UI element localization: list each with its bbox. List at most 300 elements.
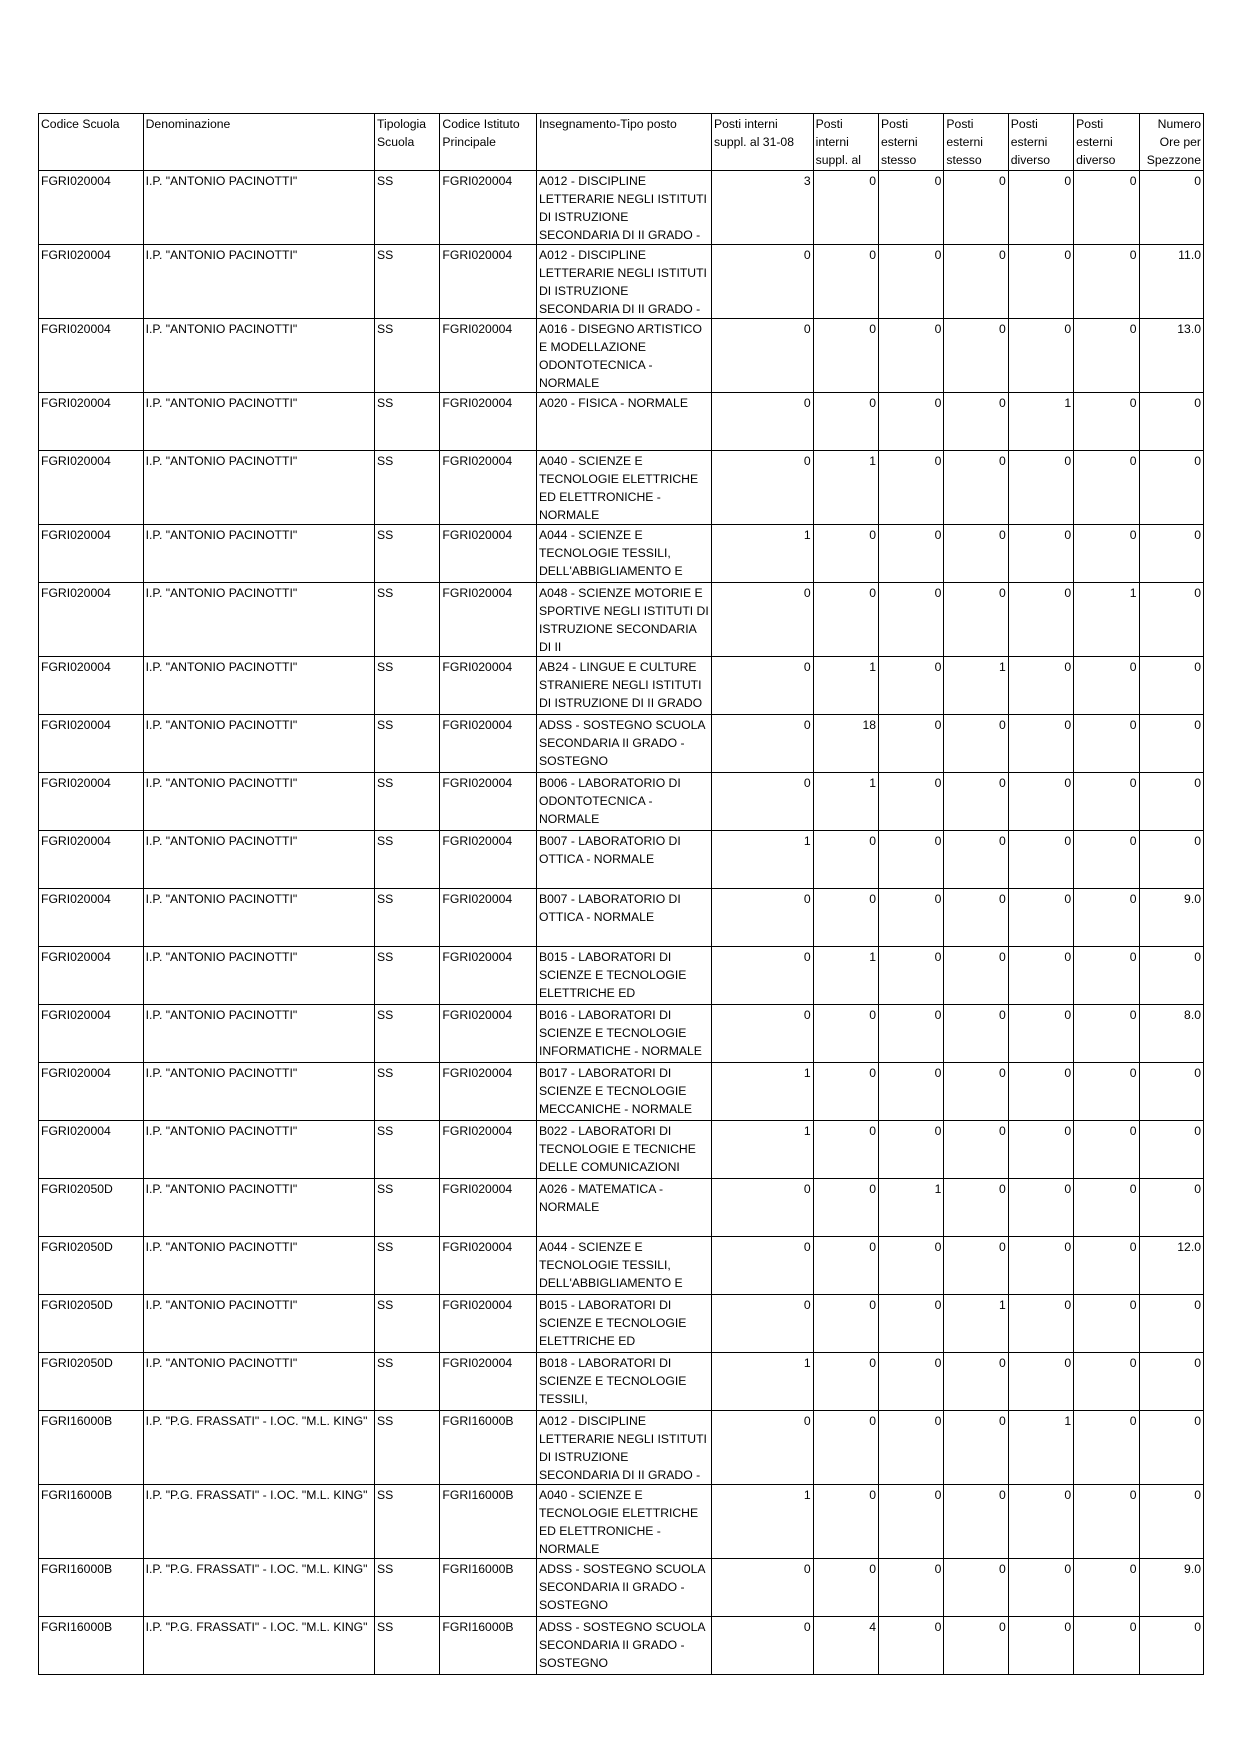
cell-codice-istituto: FGRI020004 (440, 831, 537, 889)
cell-posti-esterni-diverso-2: 0 (1074, 525, 1139, 583)
cell-codice-istituto: FGRI020004 (440, 1179, 537, 1237)
cell-posti-interni-suppl: 18 (813, 715, 878, 773)
cell-tipologia: SS (375, 1295, 440, 1353)
cell-posti-esterni-diverso-2: 1 (1074, 583, 1139, 657)
cell-posti-interni-suppl: 4 (813, 1617, 878, 1675)
cell-numero-ore: 0 (1139, 773, 1203, 831)
cell-posti-esterni-stesso-1: 0 (879, 773, 944, 831)
cell-denominazione: I.P. "ANTONIO PACINOTTI" (143, 1063, 374, 1121)
cell-posti-esterni-diverso-1: 0 (1008, 1121, 1073, 1179)
cell-numero-ore: 0 (1139, 1617, 1203, 1675)
cell-posti-interni-3108: 0 (712, 1005, 814, 1063)
cell-insegnamento: A040 - SCIENZE E TECNOLOGIE ELETTRICHE ED ELETTRONICHE - NORMALE (536, 451, 711, 525)
cell-denominazione: I.P. "ANTONIO PACINOTTI" (143, 773, 374, 831)
cell-denominazione: I.P. "P.G. FRASSATI" - I.OC. "M.L. KING" (143, 1617, 374, 1675)
cell-posti-interni-suppl: 0 (813, 245, 878, 319)
cell-posti-esterni-diverso-2: 0 (1074, 1005, 1139, 1063)
cell-posti-interni-suppl: 0 (813, 171, 878, 245)
cell-numero-ore: 0 (1139, 1353, 1203, 1411)
cell-posti-esterni-stesso-2: 0 (944, 1121, 1008, 1179)
cell-numero-ore: 0 (1139, 657, 1203, 715)
cell-codice-scuola: FGRI16000B (39, 1559, 144, 1617)
cell-posti-esterni-diverso-2: 0 (1074, 1295, 1139, 1353)
cell-posti-esterni-stesso-2: 0 (944, 1237, 1008, 1295)
cell-codice-istituto: FGRI16000B (440, 1411, 537, 1485)
cell-insegnamento: A012 - DISCIPLINE LETTERARIE NEGLI ISTITUTI DI ISTRUZIONE SECONDARIA DI II GRADO - (536, 171, 711, 245)
cell-insegnamento: A012 - DISCIPLINE LETTERARIE NEGLI ISTITUTI DI ISTRUZIONE SECONDARIA DI II GRADO - (536, 245, 711, 319)
cell-insegnamento: A048 - SCIENZE MOTORIE E SPORTIVE NEGLI ISTITUTI DI ISTRUZIONE SECONDARIA DI II (536, 583, 711, 657)
cell-codice-scuola: FGRI020004 (39, 947, 144, 1005)
cell-denominazione: I.P. "P.G. FRASSATI" - I.OC. "M.L. KING" (143, 1559, 374, 1617)
cell-posti-esterni-stesso-2: 0 (944, 583, 1008, 657)
cell-posti-esterni-stesso-2: 0 (944, 1353, 1008, 1411)
cell-insegnamento: A040 - SCIENZE E TECNOLOGIE ELETTRICHE ED ELETTRONICHE - NORMALE (536, 1485, 711, 1559)
cell-tipologia: SS (375, 525, 440, 583)
cell-codice-istituto: FGRI020004 (440, 171, 537, 245)
cell-denominazione: I.P. "ANTONIO PACINOTTI" (143, 393, 374, 451)
cell-posti-interni-suppl: 0 (813, 1353, 878, 1411)
cell-codice-scuola: FGRI020004 (39, 1121, 144, 1179)
table-row (39, 393, 1204, 451)
cell-posti-interni-3108: 0 (712, 657, 814, 715)
cell-denominazione: I.P. "ANTONIO PACINOTTI" (143, 947, 374, 1005)
cell-posti-esterni-diverso-1: 0 (1008, 245, 1073, 319)
cell-posti-interni-3108: 0 (712, 451, 814, 525)
cell-posti-interni-3108: 0 (712, 1617, 814, 1675)
positions-table (38, 113, 1204, 1675)
cell-posti-interni-3108: 0 (712, 715, 814, 773)
cell-tipologia: SS (375, 1353, 440, 1411)
cell-numero-ore: 9.0 (1139, 1559, 1203, 1617)
cell-posti-esterni-stesso-1: 0 (879, 831, 944, 889)
cell-posti-esterni-stesso-2: 0 (944, 1411, 1008, 1485)
cell-numero-ore: 0 (1139, 1295, 1203, 1353)
cell-numero-ore: 0 (1139, 1179, 1203, 1237)
cell-posti-esterni-stesso-2: 0 (944, 1559, 1008, 1617)
header-codice-scuola: Codice Scuola (39, 114, 144, 171)
cell-posti-interni-suppl: 1 (813, 657, 878, 715)
cell-posti-esterni-stesso-2: 0 (944, 1485, 1008, 1559)
cell-tipologia: SS (375, 889, 440, 947)
cell-posti-interni-3108: 0 (712, 947, 814, 1005)
cell-posti-esterni-diverso-2: 0 (1074, 773, 1139, 831)
cell-codice-scuola: FGRI020004 (39, 171, 144, 245)
table-row (39, 831, 1204, 889)
cell-codice-istituto: FGRI020004 (440, 715, 537, 773)
header-posti-esterni-diverso-2: Posti esterni diverso (1074, 114, 1139, 171)
cell-posti-esterni-stesso-2: 1 (944, 657, 1008, 715)
cell-tipologia: SS (375, 583, 440, 657)
cell-tipologia: SS (375, 451, 440, 525)
cell-posti-esterni-diverso-2: 0 (1074, 1411, 1139, 1485)
cell-codice-scuola: FGRI020004 (39, 583, 144, 657)
cell-insegnamento: A026 - MATEMATICA - NORMALE (536, 1179, 711, 1237)
cell-insegnamento: A044 - SCIENZE E TECNOLOGIE TESSILI, DELL'ABBIGLIAMENTO E (536, 1237, 711, 1295)
cell-posti-esterni-diverso-2: 0 (1074, 1617, 1139, 1675)
table-row (39, 947, 1204, 1005)
cell-codice-istituto: FGRI020004 (440, 1121, 537, 1179)
cell-posti-interni-suppl: 0 (813, 831, 878, 889)
cell-numero-ore: 0 (1139, 393, 1203, 451)
cell-denominazione: I.P. "P.G. FRASSATI" - I.OC. "M.L. KING" (143, 1485, 374, 1559)
cell-codice-istituto: FGRI020004 (440, 1237, 537, 1295)
cell-posti-interni-3108: 0 (712, 1295, 814, 1353)
cell-denominazione: I.P. "ANTONIO PACINOTTI" (143, 583, 374, 657)
cell-numero-ore: 11.0 (1139, 245, 1203, 319)
cell-codice-scuola: FGRI020004 (39, 831, 144, 889)
cell-posti-interni-suppl: 1 (813, 773, 878, 831)
cell-codice-scuola: FGRI02050D (39, 1237, 144, 1295)
cell-posti-esterni-diverso-2: 0 (1074, 1353, 1139, 1411)
cell-denominazione: I.P. "ANTONIO PACINOTTI" (143, 1121, 374, 1179)
cell-posti-esterni-diverso-1: 1 (1008, 1411, 1073, 1485)
cell-posti-esterni-diverso-1: 0 (1008, 715, 1073, 773)
cell-posti-esterni-diverso-1: 0 (1008, 1295, 1073, 1353)
cell-insegnamento: B022 - LABORATORI DI TECNOLOGIE E TECNICHE DELLE COMUNICAZIONI (536, 1121, 711, 1179)
cell-numero-ore: 0 (1139, 1411, 1203, 1485)
table-row (39, 319, 1204, 393)
cell-posti-interni-3108: 0 (712, 1237, 814, 1295)
cell-codice-istituto: FGRI020004 (440, 657, 537, 715)
table-row (39, 715, 1204, 773)
cell-tipologia: SS (375, 1005, 440, 1063)
cell-posti-interni-3108: 0 (712, 583, 814, 657)
cell-posti-esterni-diverso-1: 0 (1008, 657, 1073, 715)
cell-tipologia: SS (375, 1411, 440, 1485)
cell-numero-ore: 8.0 (1139, 1005, 1203, 1063)
cell-tipologia: SS (375, 1617, 440, 1675)
cell-codice-scuola: FGRI02050D (39, 1295, 144, 1353)
cell-posti-esterni-diverso-1: 0 (1008, 525, 1073, 583)
cell-posti-esterni-diverso-1: 0 (1008, 1353, 1073, 1411)
cell-posti-interni-suppl: 0 (813, 1295, 878, 1353)
cell-insegnamento: A016 - DISEGNO ARTISTICO E MODELLAZIONE ODONTOTECNICA - NORMALE (536, 319, 711, 393)
cell-posti-esterni-stesso-1: 0 (879, 1559, 944, 1617)
cell-posti-esterni-stesso-1: 0 (879, 1063, 944, 1121)
cell-codice-istituto: FGRI020004 (440, 1353, 537, 1411)
cell-numero-ore: 0 (1139, 525, 1203, 583)
cell-numero-ore: 0 (1139, 1121, 1203, 1179)
cell-numero-ore: 0 (1139, 451, 1203, 525)
cell-posti-interni-3108: 1 (712, 831, 814, 889)
cell-insegnamento: B017 - LABORATORI DI SCIENZE E TECNOLOGIE MECCANICHE - NORMALE (536, 1063, 711, 1121)
cell-insegnamento: ADSS - SOSTEGNO SCUOLA SECONDARIA II GRADO - SOSTEGNO (536, 1617, 711, 1675)
cell-posti-esterni-stesso-2: 0 (944, 171, 1008, 245)
cell-posti-esterni-diverso-1: 0 (1008, 1237, 1073, 1295)
cell-insegnamento: AB24 - LINGUE E CULTURE STRANIERE NEGLI ISTITUTI DI ISTRUZIONE DI II GRADO (536, 657, 711, 715)
cell-posti-esterni-diverso-2: 0 (1074, 1485, 1139, 1559)
cell-posti-esterni-diverso-2: 0 (1074, 393, 1139, 451)
header-row (39, 114, 1204, 171)
cell-codice-istituto: FGRI020004 (440, 1063, 537, 1121)
cell-tipologia: SS (375, 657, 440, 715)
table-row (39, 245, 1204, 319)
cell-posti-esterni-diverso-2: 0 (1074, 245, 1139, 319)
cell-codice-istituto: FGRI020004 (440, 947, 537, 1005)
cell-insegnamento: B007 - LABORATORIO DI OTTICA - NORMALE (536, 889, 711, 947)
cell-posti-interni-suppl: 1 (813, 451, 878, 525)
cell-insegnamento: B007 - LABORATORIO DI OTTICA - NORMALE (536, 831, 711, 889)
cell-posti-interni-3108: 1 (712, 1353, 814, 1411)
cell-tipologia: SS (375, 1559, 440, 1617)
cell-codice-scuola: FGRI020004 (39, 1063, 144, 1121)
cell-insegnamento: B015 - LABORATORI DI SCIENZE E TECNOLOGIE ELETTRICHE ED (536, 1295, 711, 1353)
cell-posti-esterni-diverso-2: 0 (1074, 947, 1139, 1005)
header-posti-esterni-stesso-2: Posti esterni stesso (944, 114, 1008, 171)
cell-codice-istituto: FGRI16000B (440, 1559, 537, 1617)
cell-tipologia: SS (375, 1179, 440, 1237)
cell-posti-esterni-stesso-2: 0 (944, 889, 1008, 947)
cell-posti-esterni-diverso-2: 0 (1074, 1559, 1139, 1617)
cell-codice-istituto: FGRI020004 (440, 1005, 537, 1063)
cell-posti-interni-suppl: 0 (813, 1005, 878, 1063)
cell-insegnamento: ADSS - SOSTEGNO SCUOLA SECONDARIA II GRADO - SOSTEGNO (536, 715, 711, 773)
cell-posti-esterni-diverso-1: 0 (1008, 889, 1073, 947)
cell-posti-esterni-stesso-1: 0 (879, 889, 944, 947)
cell-numero-ore: 0 (1139, 1063, 1203, 1121)
header-posti-interni-suppl: Posti interni suppl. al (813, 114, 878, 171)
cell-posti-esterni-stesso-1: 1 (879, 1179, 944, 1237)
cell-denominazione: I.P. "P.G. FRASSATI" - I.OC. "M.L. KING" (143, 1411, 374, 1485)
cell-posti-esterni-stesso-2: 0 (944, 393, 1008, 451)
cell-posti-esterni-diverso-2: 0 (1074, 715, 1139, 773)
cell-posti-esterni-stesso-2: 0 (944, 1005, 1008, 1063)
header-denominazione: Denominazione (143, 114, 374, 171)
cell-posti-esterni-diverso-1: 0 (1008, 171, 1073, 245)
table-row (39, 1295, 1204, 1353)
table-row (39, 171, 1204, 245)
cell-posti-esterni-stesso-2: 0 (944, 947, 1008, 1005)
cell-posti-esterni-stesso-1: 0 (879, 947, 944, 1005)
cell-denominazione: I.P. "ANTONIO PACINOTTI" (143, 525, 374, 583)
cell-posti-esterni-stesso-1: 0 (879, 1295, 944, 1353)
table-row (39, 583, 1204, 657)
cell-codice-scuola: FGRI020004 (39, 393, 144, 451)
cell-tipologia: SS (375, 831, 440, 889)
cell-denominazione: I.P. "ANTONIO PACINOTTI" (143, 171, 374, 245)
cell-posti-interni-suppl: 0 (813, 319, 878, 393)
cell-posti-interni-suppl: 0 (813, 1121, 878, 1179)
cell-tipologia: SS (375, 1121, 440, 1179)
cell-codice-istituto: FGRI020004 (440, 1295, 537, 1353)
cell-posti-esterni-diverso-2: 0 (1074, 171, 1139, 245)
cell-insegnamento: A020 - FISICA - NORMALE (536, 393, 711, 451)
cell-denominazione: I.P. "ANTONIO PACINOTTI" (143, 1005, 374, 1063)
cell-posti-esterni-stesso-1: 0 (879, 1411, 944, 1485)
cell-posti-esterni-diverso-1: 0 (1008, 1485, 1073, 1559)
cell-codice-scuola: FGRI16000B (39, 1411, 144, 1485)
cell-posti-interni-3108: 0 (712, 1179, 814, 1237)
cell-posti-esterni-diverso-2: 0 (1074, 1121, 1139, 1179)
table-row (39, 1485, 1204, 1559)
table-row (39, 1179, 1204, 1237)
cell-numero-ore: 0 (1139, 171, 1203, 245)
cell-codice-istituto: FGRI020004 (440, 525, 537, 583)
cell-posti-interni-3108: 1 (712, 1063, 814, 1121)
header-tipologia-scuola: Tipologia Scuola (375, 114, 440, 171)
cell-posti-esterni-diverso-2: 0 (1074, 1179, 1139, 1237)
cell-posti-esterni-stesso-2: 0 (944, 319, 1008, 393)
cell-posti-interni-3108: 3 (712, 171, 814, 245)
cell-posti-interni-suppl: 0 (813, 393, 878, 451)
cell-tipologia: SS (375, 773, 440, 831)
cell-posti-interni-suppl: 1 (813, 947, 878, 1005)
cell-posti-esterni-diverso-2: 0 (1074, 451, 1139, 525)
cell-insegnamento: ADSS - SOSTEGNO SCUOLA SECONDARIA II GRADO - SOSTEGNO (536, 1559, 711, 1617)
cell-insegnamento: B015 - LABORATORI DI SCIENZE E TECNOLOGIE ELETTRICHE ED (536, 947, 711, 1005)
cell-denominazione: I.P. "ANTONIO PACINOTTI" (143, 1353, 374, 1411)
cell-posti-interni-suppl: 0 (813, 1559, 878, 1617)
table-row (39, 1353, 1204, 1411)
cell-posti-esterni-stesso-2: 0 (944, 773, 1008, 831)
cell-posti-esterni-stesso-1: 0 (879, 583, 944, 657)
cell-posti-esterni-stesso-1: 0 (879, 657, 944, 715)
cell-tipologia: SS (375, 1485, 440, 1559)
cell-posti-esterni-stesso-2: 1 (944, 1295, 1008, 1353)
cell-numero-ore: 0 (1139, 947, 1203, 1005)
cell-codice-istituto: FGRI16000B (440, 1617, 537, 1675)
cell-numero-ore: 13.0 (1139, 319, 1203, 393)
cell-codice-scuola: FGRI020004 (39, 657, 144, 715)
cell-denominazione: I.P. "ANTONIO PACINOTTI" (143, 1179, 374, 1237)
cell-codice-scuola: FGRI020004 (39, 889, 144, 947)
table-row (39, 657, 1204, 715)
cell-numero-ore: 0 (1139, 715, 1203, 773)
cell-posti-esterni-stesso-2: 0 (944, 245, 1008, 319)
cell-posti-esterni-stesso-2: 0 (944, 715, 1008, 773)
cell-posti-esterni-stesso-1: 0 (879, 1121, 944, 1179)
cell-denominazione: I.P. "ANTONIO PACINOTTI" (143, 1237, 374, 1295)
cell-codice-istituto: FGRI020004 (440, 245, 537, 319)
cell-posti-esterni-stesso-1: 0 (879, 245, 944, 319)
cell-codice-scuola: FGRI020004 (39, 1005, 144, 1063)
cell-posti-esterni-diverso-1: 0 (1008, 1005, 1073, 1063)
table-row (39, 525, 1204, 583)
cell-tipologia: SS (375, 245, 440, 319)
cell-codice-istituto: FGRI020004 (440, 889, 537, 947)
cell-posti-esterni-diverso-1: 0 (1008, 1179, 1073, 1237)
cell-denominazione: I.P. "ANTONIO PACINOTTI" (143, 889, 374, 947)
cell-codice-istituto: FGRI020004 (440, 451, 537, 525)
cell-posti-interni-3108: 0 (712, 319, 814, 393)
cell-posti-interni-suppl: 0 (813, 1485, 878, 1559)
table-row (39, 1411, 1204, 1485)
cell-codice-scuola: FGRI020004 (39, 773, 144, 831)
cell-tipologia: SS (375, 947, 440, 1005)
cell-codice-scuola: FGRI020004 (39, 319, 144, 393)
table-row (39, 773, 1204, 831)
header-codice-istituto: Codice Istituto Principale (440, 114, 537, 171)
header-posti-interni-3108: Posti interni suppl. al 31-08 (712, 114, 814, 171)
cell-posti-esterni-stesso-2: 0 (944, 451, 1008, 525)
cell-denominazione: I.P. "ANTONIO PACINOTTI" (143, 245, 374, 319)
cell-posti-esterni-diverso-1: 0 (1008, 451, 1073, 525)
cell-denominazione: I.P. "ANTONIO PACINOTTI" (143, 451, 374, 525)
cell-numero-ore: 0 (1139, 583, 1203, 657)
cell-tipologia: SS (375, 1237, 440, 1295)
cell-insegnamento: A044 - SCIENZE E TECNOLOGIE TESSILI, DELL'ABBIGLIAMENTO E (536, 525, 711, 583)
cell-posti-esterni-diverso-1: 0 (1008, 947, 1073, 1005)
cell-numero-ore: 0 (1139, 831, 1203, 889)
cell-codice-istituto: FGRI020004 (440, 319, 537, 393)
header-posti-esterni-stesso-1: Posti esterni stesso (879, 114, 944, 171)
cell-posti-interni-suppl: 0 (813, 525, 878, 583)
cell-tipologia: SS (375, 171, 440, 245)
cell-codice-scuola: FGRI020004 (39, 525, 144, 583)
table-row (39, 1617, 1204, 1675)
cell-posti-esterni-stesso-1: 0 (879, 171, 944, 245)
table-row (39, 1063, 1204, 1121)
cell-codice-scuola: FGRI020004 (39, 451, 144, 525)
header-numero-ore: Numero Ore per Spezzone (1139, 114, 1203, 171)
cell-codice-scuola: FGRI02050D (39, 1179, 144, 1237)
cell-posti-esterni-diverso-1: 0 (1008, 831, 1073, 889)
cell-posti-esterni-diverso-2: 0 (1074, 1063, 1139, 1121)
cell-posti-interni-3108: 0 (712, 773, 814, 831)
cell-insegnamento: B016 - LABORATORI DI SCIENZE E TECNOLOGIE INFORMATICHE - NORMALE (536, 1005, 711, 1063)
cell-posti-esterni-stesso-2: 0 (944, 1063, 1008, 1121)
cell-numero-ore: 0 (1139, 1485, 1203, 1559)
cell-codice-istituto: FGRI020004 (440, 773, 537, 831)
cell-posti-esterni-stesso-2: 0 (944, 525, 1008, 583)
cell-posti-esterni-diverso-2: 0 (1074, 831, 1139, 889)
table-row (39, 1121, 1204, 1179)
cell-posti-interni-3108: 0 (712, 393, 814, 451)
cell-denominazione: I.P. "ANTONIO PACINOTTI" (143, 657, 374, 715)
cell-tipologia: SS (375, 319, 440, 393)
header-posti-esterni-diverso-1: Posti esterni diverso (1008, 114, 1073, 171)
cell-posti-interni-3108: 0 (712, 245, 814, 319)
cell-insegnamento: B018 - LABORATORI DI SCIENZE E TECNOLOGIE TESSILI, (536, 1353, 711, 1411)
cell-codice-scuola: FGRI02050D (39, 1353, 144, 1411)
cell-codice-istituto: FGRI020004 (440, 583, 537, 657)
cell-posti-esterni-diverso-2: 0 (1074, 319, 1139, 393)
cell-denominazione: I.P. "ANTONIO PACINOTTI" (143, 1295, 374, 1353)
cell-codice-scuola: FGRI16000B (39, 1485, 144, 1559)
table-row (39, 1559, 1204, 1617)
cell-posti-esterni-stesso-1: 0 (879, 451, 944, 525)
cell-posti-esterni-diverso-1: 0 (1008, 1063, 1073, 1121)
cell-posti-interni-3108: 1 (712, 1121, 814, 1179)
cell-posti-interni-suppl: 0 (813, 583, 878, 657)
cell-posti-esterni-stesso-1: 0 (879, 1237, 944, 1295)
cell-posti-esterni-diverso-1: 1 (1008, 393, 1073, 451)
cell-posti-esterni-stesso-1: 0 (879, 525, 944, 583)
cell-posti-esterni-diverso-1: 0 (1008, 1559, 1073, 1617)
cell-posti-esterni-diverso-1: 0 (1008, 1617, 1073, 1675)
cell-numero-ore: 12.0 (1139, 1237, 1203, 1295)
cell-codice-istituto: FGRI16000B (440, 1485, 537, 1559)
cell-posti-interni-3108: 1 (712, 1485, 814, 1559)
cell-codice-scuola: FGRI020004 (39, 245, 144, 319)
cell-tipologia: SS (375, 1063, 440, 1121)
cell-posti-esterni-stesso-2: 0 (944, 1617, 1008, 1675)
cell-denominazione: I.P. "ANTONIO PACINOTTI" (143, 319, 374, 393)
table-row (39, 1237, 1204, 1295)
cell-insegnamento: B006 - LABORATORIO DI ODONTOTECNICA - NORMALE (536, 773, 711, 831)
cell-posti-esterni-stesso-1: 0 (879, 319, 944, 393)
cell-posti-esterni-stesso-1: 0 (879, 1485, 944, 1559)
cell-posti-interni-3108: 0 (712, 1411, 814, 1485)
cell-posti-esterni-diverso-2: 0 (1074, 1237, 1139, 1295)
cell-posti-esterni-diverso-1: 0 (1008, 583, 1073, 657)
cell-posti-esterni-diverso-1: 0 (1008, 773, 1073, 831)
cell-posti-esterni-stesso-1: 0 (879, 715, 944, 773)
cell-tipologia: SS (375, 715, 440, 773)
cell-posti-interni-3108: 1 (712, 525, 814, 583)
cell-posti-interni-suppl: 0 (813, 1063, 878, 1121)
cell-posti-esterni-stesso-1: 0 (879, 1353, 944, 1411)
